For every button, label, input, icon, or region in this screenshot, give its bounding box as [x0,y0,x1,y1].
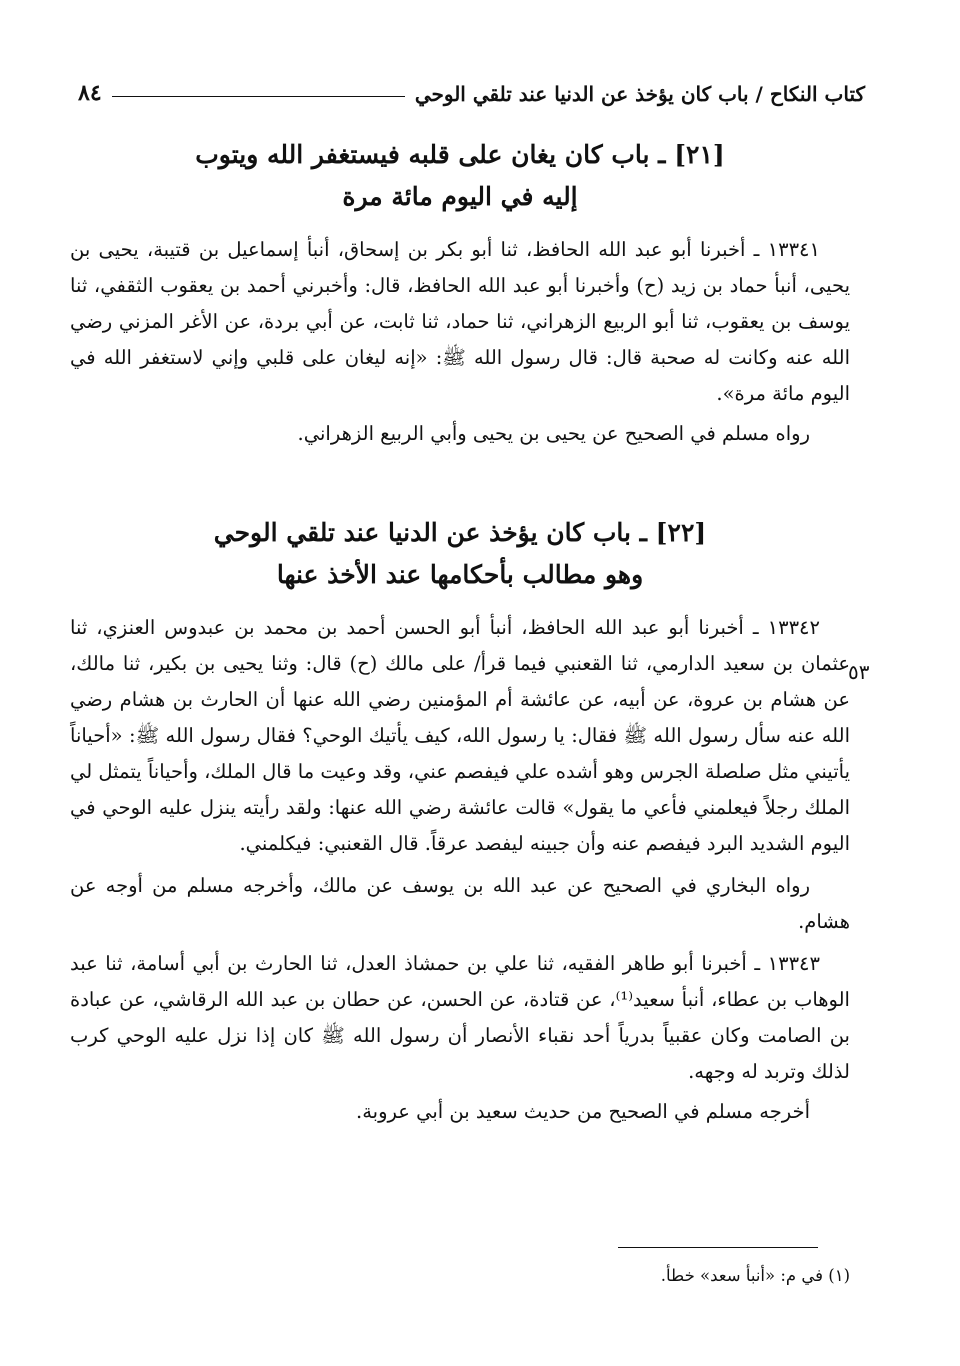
chapter-heading-22-line2: وهو مطالب بأحكامها عند الأخذ عنها [276,560,644,589]
page-number: ٨٤ [78,80,102,106]
takhrij-13342: رواه البخاري في الصحيح عن عبد الله بن يوسف عن مالك، وأخرجه مسلم من أوجه عن هشام. [70,874,850,933]
header-rule [112,96,405,97]
chapter-heading-22 [70,512,850,596]
hadith-13343: ١٣٣٤٣ ـ أخبرنا أبو طاهر الفقيه، ثنا علي بن حمشاذ العدل، ثنا الحارث بن أبي أسامة، ثنا عبد الوهاب بن عطاء، أنبأ سعيد⁽¹⁾، عن قتادة، عن الحسن، عن حطان بن عبد الله الرقاشي، عن عبادة بن الصامت وكان عقبياً بدرياً أحد نقباء الأنصار أن رسول الله ﷺ كان إذا نزل عليه الوحي كرب لذلك وتربد له وجهه. [70,952,850,1083]
chapter-heading-21-line2: إليه في اليوم مائة مرة [342,182,578,211]
section-22 [70,512,850,596]
hadith-13341: ١٣٣٤١ ـ أخبرنا أبو عبد الله الحافظ، ثنا أبو بكر بن إسحاق، أنبأ إسماعيل بن قتيبة، يحيى بن يحيى، أنبأ حماد بن زيد (ح) وأخبرنا أبو عبد الله الحافظ، قال: وأخبرني أحمد بن يعقوب الثقفي، ثنا يوسف بن يعقوب، ثنا أبو الربيع الزهراني، ثنا حماد، ثنا ثابت، عن أبي بردة، عن الأغر المزني رضي الله عنه وكانت له صحبة قال: قال رسول الله ﷺ: «إنه ليغان على قلبي وإني لاستغفر الله في اليوم مائة مرة». [70,238,850,405]
footnote: (١) في م: «أنبأ سعد» خطأ. [660,1266,850,1285]
hadith-13342: ١٣٣٤٢ ـ أخبرنا أبو عبد الله الحافظ، أنبأ أبو الحسن أحمد بن محمد بن عبدوس العنزي، ثنا عثمان بن سعيد الدارمي، ثنا القعنبي فيما قرأ/ على مالك (ح) قال: وثنا يحيى بن بكير، ثنا مالك، عن هشام بن عروة، عن أبيه، عن عائشة أم المؤمنين رضي الله عنها أن الحارث بن هشام رضي الله عنه سأل رسول الله ﷺ فقال: يا رسول الله، كيف يأتيك الوحي؟ فقال رسول الله ﷺ: «أحياناً يأتيني مثل صلصلة الجرس وهو أشده علي فيفصم عني، وقد وعيت ما قال الملك، وأحياناً يتمثل لي الملك رجلاً فيعلمني فأعي ما يقول» قالت عائشة رضي الله عنها: ولقد رأيته ينزل عليه الوحي في اليوم الشديد البرد فيفصم عنه وأن جبينه ليفصد عرقاً. قال القعنبي: فيكلمني. [70,616,850,855]
section-21 [70,134,850,218]
footnote-rule [618,1247,818,1248]
chapter-heading-21-line1: [٢١] ـ باب كان يغان على قلبه فيستغفر الله ويتوب [195,140,725,169]
chapter-heading-22-line1: [٢٢] ـ باب كان يؤخذ عن الدنيا عند تلقي الوحي [213,518,707,547]
takhrij-13341: رواه مسلم في الصحيح عن يحيى بن يحيى وأبي الربيع الزهراني. [297,422,810,445]
section-21-body [70,232,850,452]
section-22-body [70,610,850,1130]
margin-manuscript-marker: ٥٣ [848,660,870,684]
running-title: كتاب النكاح / باب كان يؤخذ عن الدنيا عند تلقي الوحي [414,82,865,106]
chapter-heading-21 [70,134,850,218]
page-header [78,66,865,106]
takhrij-13343: أخرجه مسلم في الصحيح من حديث سعيد بن أبي عروبة. [356,1100,810,1123]
